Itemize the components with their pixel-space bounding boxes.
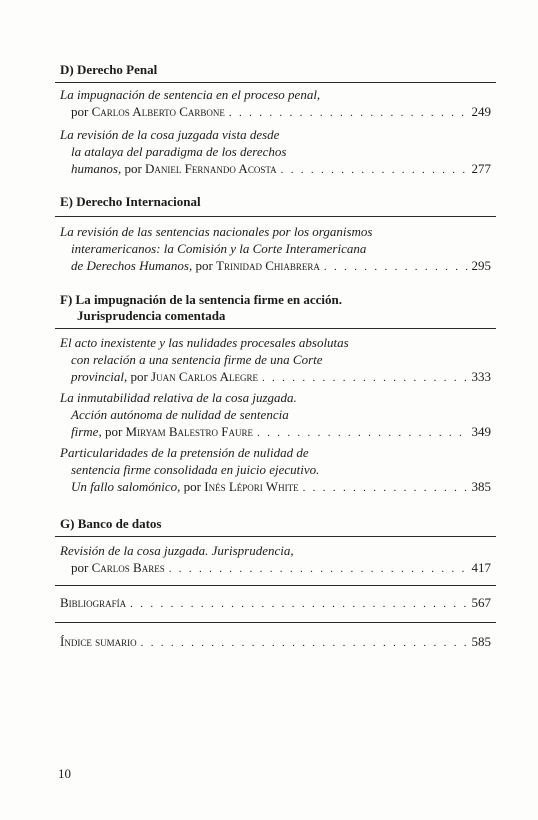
section-rule: [55, 328, 496, 329]
by-word: por: [124, 161, 142, 176]
page-number: 10: [58, 766, 71, 781]
leader-dots: [303, 480, 468, 497]
entry-title: Acción autónoma de nulidad de sentencia: [71, 407, 289, 422]
section-heading-banco-de-datos: G) Banco de datos: [60, 516, 162, 531]
leader-dots: [281, 162, 468, 179]
entry-title: La revisión de las sentencias nacionales por los organismos: [60, 224, 373, 239]
leader-dots: [229, 105, 468, 122]
entry-title: Un fallo salomónico,: [71, 479, 181, 494]
entry-title: La impugnación de sentencia en el proceso penal,: [60, 87, 321, 102]
leader-dots: [169, 561, 468, 578]
toc-entry-indice-sumario[interactable]: [60, 633, 491, 652]
by-word: por: [104, 424, 123, 439]
entry-title: de Derechos Humanos,: [71, 258, 193, 273]
leader-dots: [262, 370, 468, 387]
by-word: por: [195, 258, 213, 273]
section-rule: [55, 82, 496, 83]
bibliografia-label: Bibliografía: [60, 595, 127, 610]
by-word: por: [71, 560, 89, 575]
entry-title: El acto inexistente y las nulidades procesales absolutas: [60, 335, 349, 350]
section-rule: [55, 585, 496, 586]
toc-entry-bibliografia[interactable]: [60, 594, 491, 613]
entry-page: 567: [471, 595, 491, 610]
toc-entry[interactable]: [60, 86, 491, 122]
toc-entry[interactable]: [60, 223, 491, 276]
entry-author: Carlos Alberto Carbone: [91, 104, 225, 119]
entry-page: 295: [471, 258, 491, 273]
toc-entry[interactable]: [60, 389, 491, 442]
entry-page: 585: [471, 634, 491, 649]
entry-author: Inés Lépori White: [204, 479, 299, 494]
entry-author: Daniel Fernando Acosta: [145, 161, 277, 176]
section-rule: [55, 536, 496, 537]
entry-title: humanos,: [71, 161, 122, 176]
entry-title: firme,: [71, 424, 102, 439]
by-word: por: [130, 369, 148, 384]
entry-title: interamericanos: la Comisión y la Corte Interamericana: [71, 241, 367, 256]
entry-page: 249: [471, 104, 491, 119]
entry-title: sentencia firme consolidada en juicio ejecutivo.: [71, 462, 320, 477]
entry-title: Particularidades de la pretensión de nulidad de: [60, 445, 309, 460]
section-rule: [55, 622, 496, 623]
by-word: por: [71, 104, 89, 119]
leader-dots: [141, 635, 468, 652]
by-word: por: [183, 479, 202, 494]
entry-author: Miryam Balestro Faure: [125, 424, 254, 439]
entry-author: Juan Carlos Alegre: [151, 369, 258, 384]
section-rule: [55, 216, 496, 217]
section-heading-derecho-penal: D) Derecho Penal: [60, 62, 158, 77]
entry-title: Revisión de la cosa juzgada. Jurisprudencia,: [60, 543, 294, 558]
toc-entry[interactable]: [60, 542, 491, 578]
indice-label: Índice sumario: [60, 634, 137, 649]
entry-page: 349: [471, 424, 491, 439]
entry-page: 333: [471, 369, 491, 384]
entry-title: la atalaya del paradigma de los derechos: [71, 144, 287, 159]
entry-page: 277: [471, 161, 491, 176]
toc-entry[interactable]: [60, 334, 491, 387]
section-heading-impugnacion-sentencia-firme: F) La impugnación de la sentencia firme en acción. Jurisprudencia comentada: [60, 292, 343, 323]
leader-dots: [257, 425, 468, 442]
entry-author: Carlos Bares: [91, 560, 165, 575]
section-heading-derecho-internacional: E) Derecho Internacional: [60, 194, 201, 209]
entry-title: La inmutabilidad relativa de la cosa juzgada.: [60, 390, 297, 405]
entry-author: Trinidad Chiabrera: [216, 258, 320, 273]
entry-page: 385: [471, 479, 491, 494]
leader-dots: [130, 596, 468, 613]
toc-entry[interactable]: [60, 444, 491, 497]
toc-entry[interactable]: [60, 126, 491, 179]
leader-dots: [324, 259, 468, 276]
entry-title: provincial,: [71, 369, 128, 384]
entry-title: con relación a una sentencia firme de una Corte: [71, 352, 323, 367]
entry-page: 417: [471, 560, 491, 575]
entry-title: La revisión de la cosa juzgada vista desde: [60, 127, 280, 142]
